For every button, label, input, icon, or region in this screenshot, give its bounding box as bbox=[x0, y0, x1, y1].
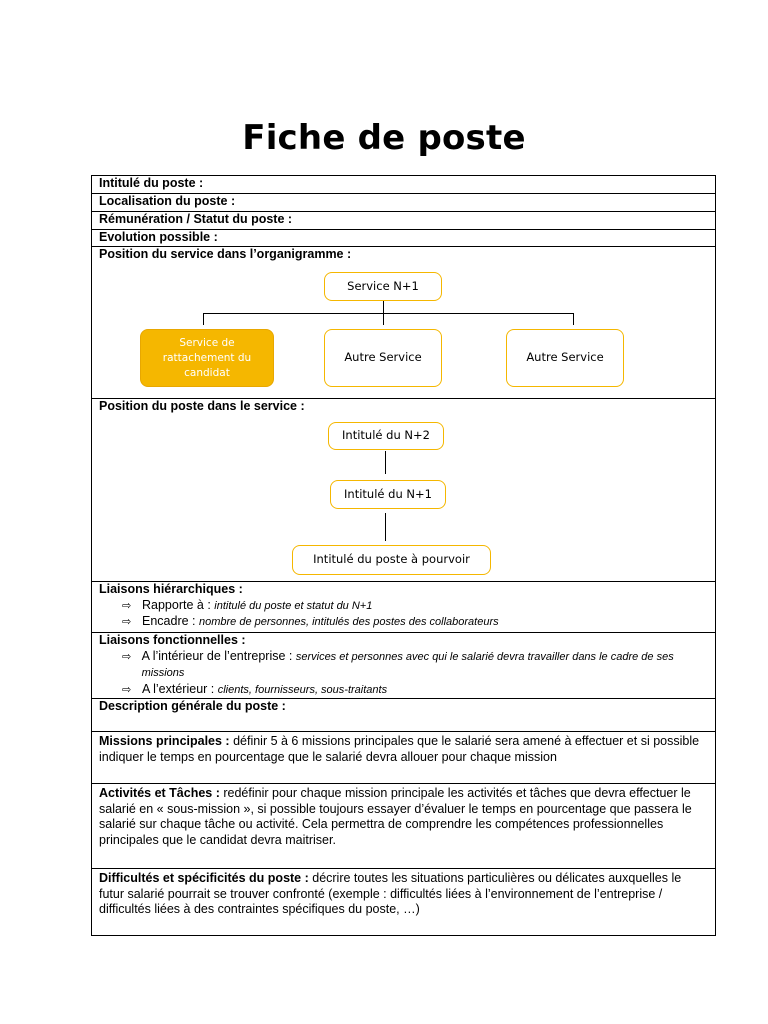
activites-text: redéfinir pour chaque mission principale les activités et tâches que devra effectuer le salarié en « sous-mission », si possible toujours essayer d’évaluer le temps en pourcentage que passera le salarié sur chaque tâche ou activité. Cela permettra de comprendre les compétences professionnelles principales que le candidat devra maitriser. bbox=[99, 786, 692, 847]
job-sheet-table bbox=[91, 175, 716, 936]
service-connector-1 bbox=[385, 451, 386, 474]
row-missions bbox=[91, 731, 716, 783]
row-intitule: Intitulé du poste : bbox=[91, 175, 716, 193]
org-box-candidate-service bbox=[140, 329, 274, 387]
position-service-label: Position du service dans l’organigramme : bbox=[99, 247, 352, 261]
interieur-text: services et personnes avec qui le salarié devra travailler dans le cadre de ses missions bbox=[141, 650, 674, 679]
encadre-text: nombre de personnes, intitulés des postes des collaborateurs bbox=[198, 616, 499, 628]
row-evolution: Evolution possible : bbox=[91, 229, 716, 246]
missions-label: Missions principales : bbox=[99, 734, 230, 748]
arrow-right-icon: ⇨ bbox=[122, 682, 132, 696]
autre-service-2-label: Autre Service bbox=[526, 350, 604, 365]
service-box-n2 bbox=[328, 422, 444, 450]
rapporte-text: intitulé du poste et statut du N+1 bbox=[214, 599, 373, 612]
row-remuneration: Rémunération / Statut du poste : bbox=[91, 211, 716, 229]
interieur-label: A l’intérieur de l’entreprise : bbox=[141, 648, 296, 663]
row-description: Description générale du poste : bbox=[91, 698, 716, 731]
n2-label: Intitulé du N+2 bbox=[342, 428, 430, 443]
position-poste-label: Position du poste dans le service : bbox=[99, 399, 305, 413]
org-connector-right bbox=[573, 313, 574, 325]
list-item bbox=[99, 682, 708, 699]
arrow-right-icon: ⇨ bbox=[122, 598, 132, 612]
service-box-n1 bbox=[330, 480, 446, 509]
service-box-poste bbox=[292, 545, 491, 575]
candidate-line-3: candidat bbox=[184, 366, 230, 379]
candidate-line-2: rattachement du bbox=[162, 351, 252, 364]
org-box-service-n1 bbox=[324, 272, 442, 301]
org-connector-horizontal bbox=[203, 313, 574, 314]
service-connector-2 bbox=[385, 513, 386, 541]
list-item bbox=[99, 649, 708, 682]
difficultes-label: Difficultés et spécificités du poste : bbox=[99, 871, 309, 885]
row-difficultes bbox=[91, 868, 716, 936]
arrow-right-icon: ⇨ bbox=[122, 649, 132, 663]
liaisons-hier-label: Liaisons hiérarchiques : bbox=[99, 582, 243, 596]
exterieur-label: A l’extérieur : bbox=[142, 681, 218, 696]
page-title: Fiche de poste bbox=[242, 118, 526, 158]
list-item bbox=[99, 614, 708, 631]
encadre-label: Encadre : bbox=[142, 614, 199, 628]
exterieur-text: clients, fournisseurs, sous-traitants bbox=[217, 683, 388, 696]
row-position-poste bbox=[91, 398, 716, 581]
poste-label: Intitulé du poste à pourvoir bbox=[313, 552, 470, 567]
autre-service-1-label: Autre Service bbox=[344, 350, 422, 365]
list-item bbox=[99, 598, 708, 615]
row-liaisons-fonctionnelles bbox=[91, 632, 716, 698]
activites-label: Activités et Tâches : bbox=[99, 786, 220, 800]
n1-label: Intitulé du N+1 bbox=[344, 486, 432, 501]
arrow-right-icon: ⇨ bbox=[122, 615, 132, 628]
rapporte-label: Rapporte à : bbox=[142, 597, 215, 612]
missions-text: définir 5 à 6 missions principales que le salarié sera amené à effectuer et si possible indiquer le temps en pourcentage que le salarié devra allouer pour chaque mission bbox=[99, 734, 700, 764]
candidate-line-1: Service de bbox=[179, 336, 235, 349]
row-localisation: Localisation du poste : bbox=[91, 193, 716, 211]
org-box-autre-service-1 bbox=[324, 329, 442, 387]
row-position-service bbox=[91, 246, 716, 398]
org-box-service-n1-label: Service N+1 bbox=[347, 278, 419, 293]
difficultes-text: décrire toutes les situations particulières ou délicates auxquelles le futur salarié pourrait se trouver confronté (exemple : difficultés liées à l’environnement de l’entreprise / difficultés liées à des contraintes spécifiques du poste, …) bbox=[99, 871, 682, 916]
org-box-autre-service-2 bbox=[506, 329, 624, 387]
liaisons-fonc-label: Liaisons fonctionnelles : bbox=[99, 633, 246, 647]
org-connector-left bbox=[203, 313, 204, 325]
row-liaisons-hierarchiques bbox=[91, 581, 716, 632]
row-activites bbox=[91, 783, 716, 868]
